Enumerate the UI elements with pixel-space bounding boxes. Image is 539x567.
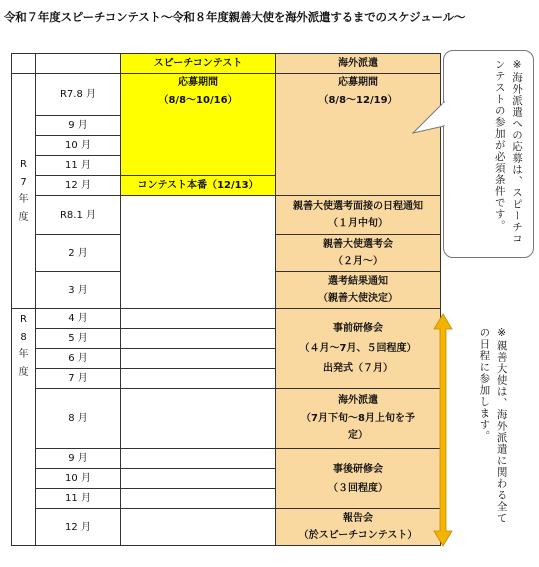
overseas-period-dates: （8/8～12/19）: [318, 94, 398, 106]
double-arrow-icon: [432, 313, 454, 547]
month-r8-7: 7 月: [36, 369, 121, 389]
row-r7-8: [12, 74, 441, 116]
year-r7-char-3: 年: [18, 194, 29, 205]
month-r7-11: 11 月: [36, 156, 121, 176]
month-r8-3: 3 月: [36, 272, 121, 309]
speech-period-title: 応募期間: [178, 77, 218, 88]
schedule-table: [11, 53, 441, 546]
page-title: 令和７年度スピーチコンテスト～令和８年度親善大使を海外派遣するまでのスケジュール～: [4, 10, 466, 24]
month-r8-11: 11 月: [36, 489, 121, 509]
speech-blank-r8-10: [121, 469, 276, 489]
overseas-pre-training: [276, 309, 441, 389]
month-r7-12: 12 月: [36, 176, 121, 196]
post-training-line2: （３回程度）: [328, 482, 388, 494]
year-r8-char-2: 8: [20, 331, 27, 343]
speech-blank-r8-6: [121, 349, 276, 369]
pre-training-line3: 出発式（７月）: [323, 362, 393, 374]
overseas-report-meeting: [276, 509, 441, 546]
month-r8-6: 6 月: [36, 349, 121, 369]
selection-line1: 親善大使選考会: [323, 238, 393, 250]
year-r7-char-1: R: [20, 159, 27, 170]
year-r8-char-3: 年: [18, 349, 29, 360]
month-r8-2: 2 月: [36, 235, 121, 272]
pre-training-line1: 事前研修会: [333, 322, 383, 334]
speech-blank-r8-5: [121, 329, 276, 349]
header-row: [12, 54, 441, 74]
year-r7-char-4: 度: [18, 211, 29, 223]
month-r8-5: 5 月: [36, 329, 121, 349]
result-line2: （親善大使決定）: [318, 293, 398, 304]
speech-blank-r8-4: [121, 309, 276, 329]
note-ambassador-participation: ※親善大使は、海外派遣に関わる全ての日程に参加します。: [478, 327, 508, 524]
speech-blank-r8-9: [121, 449, 276, 469]
month-r8-4: 4 月: [36, 309, 121, 329]
row-r8-1: [12, 196, 441, 235]
row-r8-9: [12, 449, 441, 469]
year-r8: [12, 309, 36, 546]
month-r7-8: R7.8 月: [36, 74, 121, 116]
row-r8-12: [12, 509, 441, 546]
speech-blank-r8-11: [121, 489, 276, 509]
interview-notice-line1: 親善大使選考面接の日程通知: [293, 200, 423, 212]
interview-notice-line2: （１月中旬）: [328, 218, 388, 229]
dispatch-line2: （7月下旬～8月上旬を予: [301, 412, 415, 424]
row-r8-8: [12, 389, 441, 449]
overseas-dispatch: [276, 389, 441, 449]
selection-line2: （２月～）: [333, 256, 383, 267]
speech-period-dates: （8/8～10/16）: [158, 94, 238, 106]
speech-contest-main: コンテスト本番（12/13）: [121, 176, 276, 196]
overseas-result-notice: [276, 272, 441, 309]
header-speech: スピーチコンテスト: [121, 54, 276, 74]
header-blank-year: [12, 54, 36, 74]
overseas-post-training: [276, 449, 441, 509]
speech-blank-r8-12: [121, 509, 276, 546]
dispatch-line3: 定）: [348, 430, 368, 442]
year-r7-char-2: 7: [20, 176, 27, 188]
header-blank-month: [36, 54, 121, 74]
month-r8-9: 9 月: [36, 449, 121, 469]
note-application-requirement: [443, 50, 534, 258]
report-line2: （於スピーチコンテスト）: [298, 530, 418, 541]
result-line1: 選考結果通知: [328, 275, 388, 287]
overseas-interview-notice: [276, 196, 441, 235]
speech-blank-r8-8: [121, 389, 276, 449]
dispatch-line1: 海外派遣: [338, 395, 378, 407]
note-application-requirement-text: ※海外派遣への応募は、スピーチコンテストの参加が必須条件です。: [493, 59, 523, 245]
row-r8-4: [12, 309, 441, 329]
month-r7-10: 10 月: [36, 136, 121, 156]
post-training-line1: 事後研修会: [333, 463, 383, 475]
note-callout-pointer: [412, 100, 452, 140]
year-r8-char-4: 度: [18, 366, 29, 378]
month-r8-10: 10 月: [36, 469, 121, 489]
speech-blank-r8-7: [121, 369, 276, 389]
report-line1: 報告会: [343, 512, 373, 524]
month-r8-1: R8.1 月: [36, 196, 121, 235]
header-overseas: 海外派遣: [276, 54, 441, 74]
year-r8-char-1: R: [20, 314, 27, 325]
pre-training-line2: （４月～7月、５回程度）: [299, 342, 417, 354]
month-r7-9: 9 月: [36, 116, 121, 136]
speech-application-period: [121, 74, 276, 176]
month-r8-8: 8 月: [36, 389, 121, 449]
speech-blank-r8-1-3: [121, 196, 276, 309]
overseas-selection: [276, 235, 441, 272]
month-r8-12: 12 月: [36, 509, 121, 546]
overseas-period-title: 応募期間: [338, 77, 378, 88]
year-r7: [12, 74, 36, 309]
